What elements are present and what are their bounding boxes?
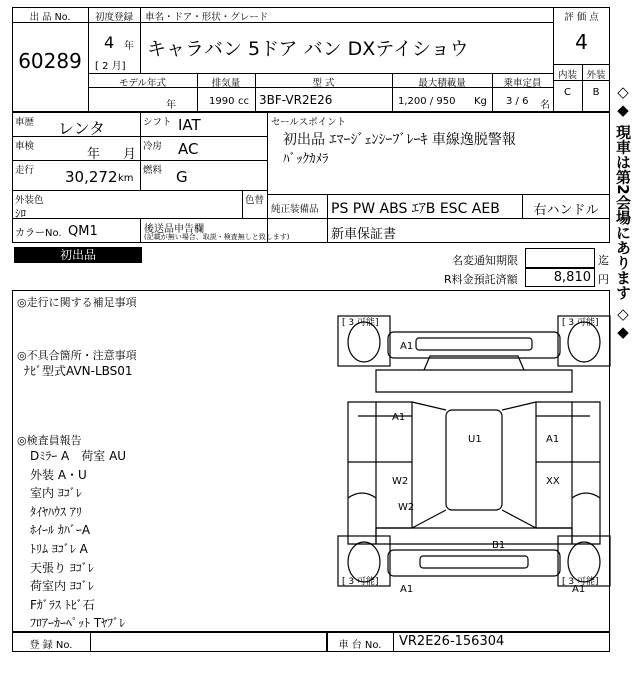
car-name: キャラバン 5ドア バン DXテイショウ xyxy=(147,38,469,60)
damage-mark: A1 xyxy=(400,584,414,595)
shift-label: シフト xyxy=(143,117,172,128)
inspector-line: ﾀｲﾔﾊｳｽ ｱﾘ xyxy=(30,504,82,519)
driving-remarks-label: ◎走行に関する補足事項 xyxy=(17,296,137,309)
model-year-unit: 年 xyxy=(166,100,176,111)
damage-mark: XX xyxy=(546,476,560,487)
displacement-label: 排気量 xyxy=(211,78,241,89)
fuel-label: 燃料 xyxy=(143,165,163,176)
capacity: 3 / 6 xyxy=(506,96,529,107)
inspector-label: ◎検査員報告 xyxy=(17,434,82,447)
inspector-line: 室内 ﾖｺﾞﾚ xyxy=(30,486,82,501)
rating: 4 xyxy=(575,30,588,54)
first-reg-label: 初度登録 xyxy=(94,12,133,23)
max-load-unit: Kg xyxy=(474,96,487,107)
warranty: 新車保証書 xyxy=(331,227,397,242)
side-banner xyxy=(612,65,636,370)
docs-note: (記載が無い場合、取説・検査無しと致します) xyxy=(144,233,290,241)
steering: 右ハンドル xyxy=(533,203,599,218)
damage-mark: A1 xyxy=(572,584,586,595)
tire-rear-left-icon xyxy=(348,542,380,582)
reg-deadline-value-box xyxy=(525,248,595,268)
corner-label-br: [ 3 可能] xyxy=(562,577,599,587)
interior-label: 内装 xyxy=(557,70,577,81)
defects-label: ◎不具合箇所・注意事項 xyxy=(17,349,137,362)
inspector-line: 荷室内 ﾖｺﾞﾚ xyxy=(30,579,94,594)
recycle-value: 8,810 xyxy=(553,270,591,285)
color-no-label: カラーNo. xyxy=(15,228,62,239)
exterior-label: 外装 xyxy=(586,70,606,81)
first-reg-year: 4 xyxy=(104,33,115,52)
color-change-label: 色替 xyxy=(245,195,265,206)
inspector-line: Dﾐﾗｰ A 荷室 AU xyxy=(30,449,127,463)
interior-grade: C xyxy=(564,87,571,98)
mileage: 30,272 xyxy=(65,168,118,186)
damage-mark: W2 xyxy=(392,476,409,487)
lot-no: 60289 xyxy=(18,49,82,73)
reg-no-label: 登 録 No. xyxy=(29,640,73,651)
inspector-line: ﾌﾛｱｰｶｰﾍﾟｯﾄ Tﾔﾌﾞﾚ xyxy=(30,616,126,631)
inspector-line: 外装 A・U xyxy=(30,467,87,482)
type-label: 型 式 xyxy=(312,78,335,89)
capacity-label: 乗車定員 xyxy=(503,78,542,89)
inspection-label: 車検 xyxy=(15,141,35,152)
corner-label-tl: [ 3 可能] xyxy=(342,318,379,328)
recycle-unit: 円 xyxy=(598,273,609,286)
damage-mark: A1 xyxy=(546,434,560,445)
exterior-grade: B xyxy=(592,87,600,98)
rating-label: 評 価 点 xyxy=(564,12,599,23)
max-load-label: 最大積載量 xyxy=(418,78,466,89)
chassis-no: VR2E26-156304 xyxy=(399,634,505,649)
ac-label: 冷房 xyxy=(143,141,163,152)
inspector-line: 天張り ﾖｺﾞﾚ xyxy=(30,560,94,575)
chassis-label: 車 台 No. xyxy=(338,640,382,651)
tire-front-left-icon xyxy=(348,322,380,362)
ext-color: ｼﾛ xyxy=(15,207,26,220)
lot-no-label: 出 品 No. xyxy=(29,12,71,23)
year-unit: 年 xyxy=(124,41,134,52)
inspection-month: 月 xyxy=(123,147,137,162)
reg-deadline-unit: 迄 xyxy=(598,254,609,267)
tire-rear-right-icon xyxy=(568,542,600,582)
defects-line: ﾅﾋﾞ型式AVN-LBS01 xyxy=(24,364,133,378)
damage-mark: W2 xyxy=(398,502,415,513)
car-condition-diagram xyxy=(336,312,612,620)
damage-mark: B1 xyxy=(492,540,506,551)
inspector-line: ﾄﾘﾑ ﾖｺﾞﾚ A xyxy=(30,541,88,556)
mileage-unit: km xyxy=(118,173,134,184)
displacement: 1990 xyxy=(209,96,235,107)
history-label: 車歴 xyxy=(15,117,35,128)
docs-label: 後送品申告欄 xyxy=(144,224,204,235)
tire-front-right-icon xyxy=(568,322,600,362)
ext-color-label: 外装色 xyxy=(15,195,44,206)
corner-label-tr: [ 3 可能] xyxy=(562,318,599,328)
shift: IAT xyxy=(178,116,201,134)
inspector-report-list xyxy=(30,447,126,633)
damage-mark: A1 xyxy=(392,412,406,423)
sales-point-line2: ﾊﾞｯｸｶﾒﾗ xyxy=(283,152,329,167)
fuel: G xyxy=(176,168,188,186)
damage-mark: U1 xyxy=(468,434,482,445)
mileage-label: 走行 xyxy=(15,165,35,176)
ac: AC xyxy=(178,140,199,158)
corner-label-bl: [ 3 可能] xyxy=(342,577,379,587)
type: 3BF-VR2E26 xyxy=(259,93,333,107)
sales-point-line1: 初出品 ｴﾏｰｼﾞｪﾝｼｰﾌﾞﾚｰｷ 車線逸脱警報 xyxy=(283,132,516,148)
equipment-label: 純正装備品 xyxy=(271,204,319,215)
reg-deadline-label: 名変通知期限 xyxy=(452,254,518,267)
inspector-line: ﾎｲｰﾙ ｶﾊﾞｰA xyxy=(30,523,91,538)
model-year-label: モデル年式 xyxy=(118,78,167,89)
max-load: 1,200 / 950 xyxy=(398,96,456,107)
damage-mark: A1 xyxy=(400,341,414,352)
inspector-line: Fｶﾞﾗｽ ﾄﾋﾞ石 xyxy=(30,597,95,612)
first-reg-month: [ 2 月] xyxy=(95,61,126,72)
history: レンタ xyxy=(58,119,105,138)
displacement-unit: cc xyxy=(238,96,249,107)
capacity-unit: 名 xyxy=(540,100,550,111)
color-no: QM1 xyxy=(68,224,98,239)
equipment: PS PW ABS ｴｱB ESC AEB xyxy=(331,201,500,217)
first-listing-badge: 初出品 xyxy=(14,247,142,263)
recycle-label: R料金預託済額 xyxy=(444,273,518,286)
sales-point-label: セールスポイント xyxy=(271,117,347,128)
car-name-label: 車名・ドア・形状・グレード xyxy=(145,12,269,23)
side-banner-text: ◇◆ 現車は第2会場にあります ◇◆ xyxy=(614,83,632,341)
inspection-year: 年 xyxy=(87,147,101,162)
